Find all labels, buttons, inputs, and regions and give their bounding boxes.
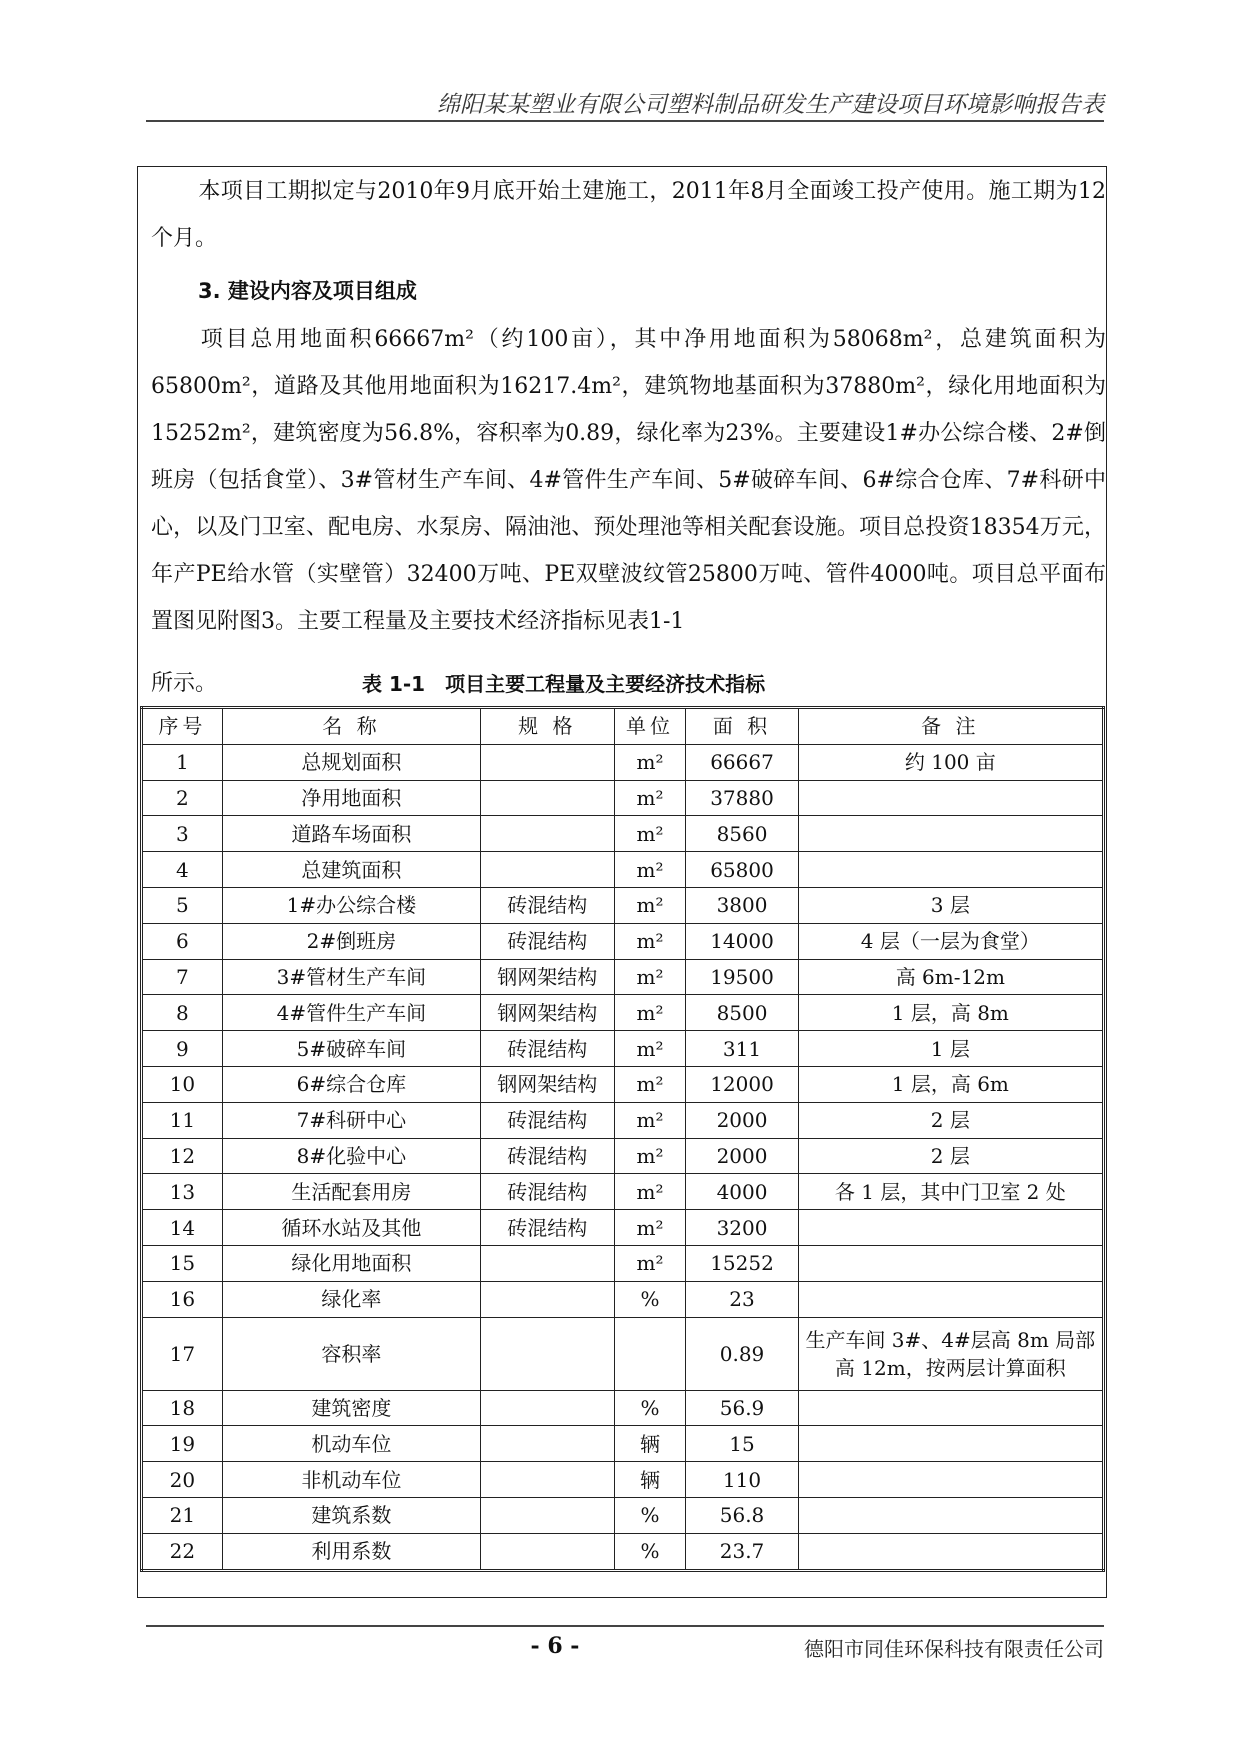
cell-area: 8560 [686, 816, 798, 852]
cell-name: 1#办公综合楼 [222, 887, 480, 923]
cell-name: 5#破碎车间 [222, 1031, 480, 1067]
cell-index: 5 [142, 887, 223, 923]
table-row [142, 816, 1104, 852]
cell-spec [480, 852, 614, 888]
cell-spec: 砖混结构 [480, 1031, 614, 1067]
cell-spec [480, 816, 614, 852]
cell-index: 14 [142, 1210, 223, 1246]
cell-area: 4000 [686, 1174, 798, 1210]
cell-remark: 1 层，高 8m [798, 995, 1103, 1031]
cell-index: 8 [142, 995, 223, 1031]
cell-index: 3 [142, 816, 223, 852]
cell-spec [480, 1281, 614, 1317]
cell-name: 绿化率 [222, 1281, 480, 1317]
table-row [142, 923, 1104, 959]
table-row [142, 1245, 1104, 1281]
cell-index: 2 [142, 780, 223, 816]
cell-index: 4 [142, 852, 223, 888]
cell-index: 21 [142, 1497, 223, 1533]
header-remark: 备 注 [798, 708, 1103, 745]
cell-remark [798, 1426, 1103, 1462]
cell-name: 净用地面积 [222, 780, 480, 816]
header-rule [146, 120, 1104, 122]
cell-unit: % [614, 1390, 686, 1426]
cell-spec [480, 744, 614, 780]
cell-remark: 2 层 [798, 1138, 1103, 1174]
cell-unit: % [614, 1533, 686, 1570]
cell-name: 8#化验中心 [222, 1138, 480, 1174]
caption-line [151, 664, 1106, 704]
cell-spec: 砖混结构 [480, 923, 614, 959]
table-row [142, 1138, 1104, 1174]
cell-area: 37880 [686, 780, 798, 816]
cell-index: 1 [142, 744, 223, 780]
cell-remark [798, 1281, 1103, 1317]
indicator-table [140, 706, 1105, 1572]
table-row [142, 1497, 1104, 1533]
cell-name: 总规划面积 [222, 744, 480, 780]
cell-unit: m² [614, 1031, 686, 1067]
cell-remark: 4 层（一层为食堂） [798, 923, 1103, 959]
cell-unit: m² [614, 887, 686, 923]
cell-spec: 钢网架结构 [480, 959, 614, 995]
cell-remark: 各 1 层，其中门卫室 2 处 [798, 1174, 1103, 1210]
cell-unit [614, 1317, 686, 1390]
cell-unit: m² [614, 1066, 686, 1102]
cell-remark [798, 1390, 1103, 1426]
cell-name: 容积率 [222, 1317, 480, 1390]
cell-index: 13 [142, 1174, 223, 1210]
table-row [142, 1102, 1104, 1138]
cell-area: 23 [686, 1281, 798, 1317]
cell-area: 56.9 [686, 1390, 798, 1426]
cell-remark: 1 层 [798, 1031, 1103, 1067]
page-header-title: 绵阳某某塑业有限公司塑料制品研发生产建设项目环境影响报告表 [437, 92, 1104, 118]
cell-remark [798, 780, 1103, 816]
cell-remark: 高 6m-12m [798, 959, 1103, 995]
cell-remark: 2 层 [798, 1102, 1103, 1138]
cell-area: 3200 [686, 1210, 798, 1246]
cell-area: 15 [686, 1426, 798, 1462]
cell-index: 20 [142, 1462, 223, 1498]
table-row [142, 887, 1104, 923]
cell-spec [480, 1390, 614, 1426]
cell-area: 66667 [686, 744, 798, 780]
header-index: 序号 [142, 708, 223, 745]
cell-area: 3800 [686, 887, 798, 923]
cell-unit: 辆 [614, 1426, 686, 1462]
paragraph-project-content-text: 项目总用地面积66667m²（约100亩），其中净用地面积为58068m²，总建筑面积为65800m²，道路及其他用地面积为16217.4m²，建筑物地基面积为37880m²，绿化用地面积为15252m²，建筑密度为56.8%，容积率为0.89，绿化率为23%。主要建设1#办公综合楼、2#倒班房（包括食堂）、3#管材生产车间、4#管件生产车间、5#破碎车间、6#综合仓库、7#科研中心，以及门卫室、配电房、水泵房、隔油池、预处理池等相关配套设施。项目总投资18354万元，年产PE给水管（实壁管）32400万吨、PE双壁波纹管25800万吨、管件4000吨。项目总平面布置图见附图3。主要工程量及主要技术经济指标见表1-1 [151, 327, 1106, 634]
header-area: 面 积 [686, 708, 798, 745]
header-name: 名 称 [222, 708, 480, 745]
header-spec: 规 格 [480, 708, 614, 745]
cell-index: 16 [142, 1281, 223, 1317]
cell-area: 8500 [686, 995, 798, 1031]
cell-unit: m² [614, 852, 686, 888]
table-row [142, 780, 1104, 816]
cell-area: 110 [686, 1462, 798, 1498]
cell-name: 循环水站及其他 [222, 1210, 480, 1246]
cell-name: 非机动车位 [222, 1462, 480, 1498]
page-number: - 6 - [530, 1633, 580, 1659]
cell-spec [480, 1426, 614, 1462]
table-row [142, 1210, 1104, 1246]
cell-remark: 1 层，高 6m [798, 1066, 1103, 1102]
cell-unit: m² [614, 1245, 686, 1281]
paragraph-end-text: 所示。 [151, 671, 218, 696]
cell-spec [480, 1497, 614, 1533]
cell-spec: 砖混结构 [480, 1210, 614, 1246]
cell-spec [480, 1462, 614, 1498]
cell-unit: m² [614, 1102, 686, 1138]
cell-unit: m² [614, 995, 686, 1031]
cell-area: 311 [686, 1031, 798, 1067]
cell-unit: m² [614, 1174, 686, 1210]
cell-index: 10 [142, 1066, 223, 1102]
cell-area: 19500 [686, 959, 798, 995]
cell-name: 生活配套用房 [222, 1174, 480, 1210]
cell-spec: 砖混结构 [480, 1174, 614, 1210]
cell-area: 0.89 [686, 1317, 798, 1390]
cell-remark [798, 1497, 1103, 1533]
footer-company: 德阳市同佳环保科技有限责任公司 [804, 1637, 1104, 1661]
cell-name: 建筑密度 [222, 1390, 480, 1426]
cell-unit: m² [614, 780, 686, 816]
table-caption: 表 1-1 项目主要工程量及主要经济技术指标 [362, 672, 766, 696]
cell-remark: 生产车间 3#、4#层高 8m 局部高 12m，按两层计算面积 [798, 1317, 1103, 1390]
header-unit: 单位 [614, 708, 686, 745]
cell-index: 6 [142, 923, 223, 959]
paragraph-schedule-text: 本项目工期拟定与2010年9月底开始土建施工，2011年8月全面竣工投产使用。施工期为12个月。 [151, 179, 1106, 251]
cell-area: 65800 [686, 852, 798, 888]
cell-name: 7#科研中心 [222, 1102, 480, 1138]
cell-area: 23.7 [686, 1533, 798, 1570]
table-row [142, 1281, 1104, 1317]
cell-spec: 砖混结构 [480, 1102, 614, 1138]
cell-spec [480, 1245, 614, 1281]
cell-index: 18 [142, 1390, 223, 1426]
cell-area: 15252 [686, 1245, 798, 1281]
cell-remark [798, 1210, 1103, 1246]
section-title: 3. 建设内容及项目组成 [198, 279, 417, 303]
cell-unit: % [614, 1497, 686, 1533]
cell-spec [480, 1317, 614, 1390]
cell-unit: m² [614, 744, 686, 780]
footer-rule [146, 1625, 1104, 1627]
cell-remark [798, 1533, 1103, 1570]
cell-index: 17 [142, 1317, 223, 1390]
cell-remark: 约 100 亩 [798, 744, 1103, 780]
cell-index: 7 [142, 959, 223, 995]
cell-name: 2#倒班房 [222, 923, 480, 959]
table-row [142, 1317, 1104, 1390]
cell-index: 19 [142, 1426, 223, 1462]
table-row [142, 1031, 1104, 1067]
cell-spec [480, 1533, 614, 1570]
cell-index: 22 [142, 1533, 223, 1570]
table-row [142, 1390, 1104, 1426]
cell-unit: m² [614, 1138, 686, 1174]
cell-name: 机动车位 [222, 1426, 480, 1462]
cell-spec: 砖混结构 [480, 887, 614, 923]
table-row [142, 995, 1104, 1031]
table-header-row [142, 708, 1104, 745]
table-row [142, 1066, 1104, 1102]
cell-unit: m² [614, 816, 686, 852]
cell-unit: m² [614, 1210, 686, 1246]
cell-unit: % [614, 1281, 686, 1317]
cell-name: 利用系数 [222, 1533, 480, 1570]
cell-unit: 辆 [614, 1462, 686, 1498]
paragraph-project-content [151, 316, 1106, 645]
cell-index: 9 [142, 1031, 223, 1067]
table-row [142, 1426, 1104, 1462]
table-row [142, 1174, 1104, 1210]
cell-index: 15 [142, 1245, 223, 1281]
cell-unit: m² [614, 959, 686, 995]
cell-spec [480, 780, 614, 816]
cell-remark [798, 852, 1103, 888]
cell-spec: 钢网架结构 [480, 1066, 614, 1102]
cell-remark [798, 816, 1103, 852]
cell-name: 4#管件生产车间 [222, 995, 480, 1031]
cell-name: 建筑系数 [222, 1497, 480, 1533]
cell-name: 道路车场面积 [222, 816, 480, 852]
paragraph-schedule [151, 168, 1106, 262]
table-row [142, 852, 1104, 888]
table-row [142, 744, 1104, 780]
table-row [142, 1462, 1104, 1498]
table-row [142, 1533, 1104, 1570]
cell-name: 3#管材生产车间 [222, 959, 480, 995]
cell-area: 2000 [686, 1138, 798, 1174]
cell-spec: 砖混结构 [480, 1138, 614, 1174]
table-row [142, 959, 1104, 995]
cell-index: 12 [142, 1138, 223, 1174]
cell-remark: 3 层 [798, 887, 1103, 923]
cell-name: 总建筑面积 [222, 852, 480, 888]
cell-area: 2000 [686, 1102, 798, 1138]
cell-area: 12000 [686, 1066, 798, 1102]
cell-index: 11 [142, 1102, 223, 1138]
cell-area: 14000 [686, 923, 798, 959]
cell-unit: m² [614, 923, 686, 959]
cell-name: 绿化用地面积 [222, 1245, 480, 1281]
cell-remark [798, 1245, 1103, 1281]
cell-name: 6#综合仓库 [222, 1066, 480, 1102]
cell-spec: 钢网架结构 [480, 995, 614, 1031]
cell-remark [798, 1462, 1103, 1498]
cell-area: 56.8 [686, 1497, 798, 1533]
